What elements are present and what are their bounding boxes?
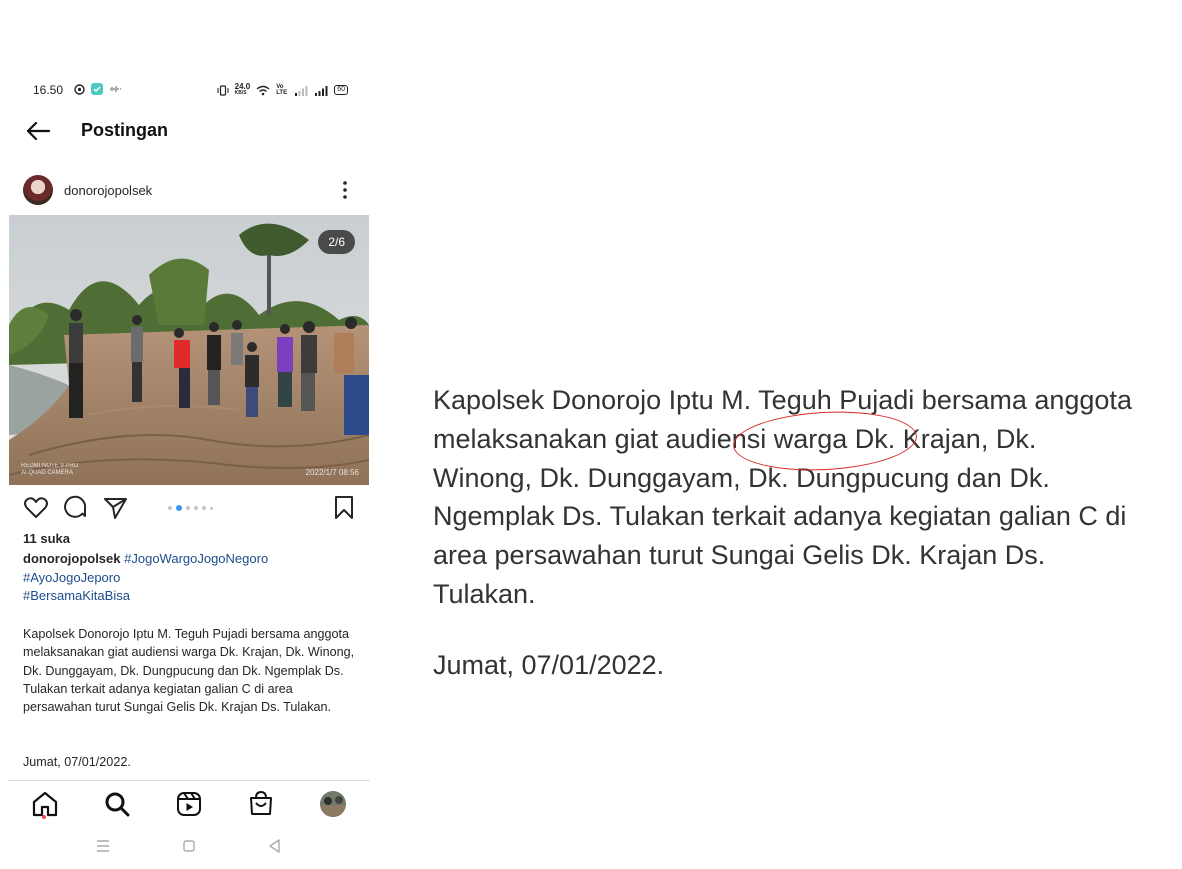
bottom-divider — [8, 780, 370, 781]
photo-timestamp: 2022/1/7 08:56 — [305, 468, 359, 477]
signal-icon-2 — [314, 85, 328, 96]
search-icon[interactable] — [102, 789, 132, 819]
carousel-dot — [210, 507, 213, 510]
profile-avatar-icon[interactable] — [318, 789, 348, 819]
caption-date: Jumat, 07/01/2022. — [23, 755, 131, 769]
carousel-dot — [194, 506, 198, 510]
menu-icon[interactable] — [93, 836, 113, 856]
avatar[interactable] — [23, 175, 53, 205]
carousel-indicator — [168, 505, 213, 511]
send-icon[interactable] — [102, 494, 130, 522]
net-speed — [235, 83, 251, 97]
heart-icon[interactable] — [22, 494, 50, 522]
watermark-line-2: AI QUAD CAMERA — [21, 470, 74, 476]
post-username[interactable]: donorojopolsek — [64, 183, 153, 198]
page-title: Postingan — [81, 120, 169, 140]
volte-label: Vo LTE — [276, 84, 288, 96]
hashtag-bersamakitabisa[interactable]: #BersamaKitaBisa — [23, 588, 130, 603]
battery-icon: 60 — [334, 85, 348, 95]
caption-username[interactable]: donorojopolsek — [23, 551, 121, 566]
watermark-line-1: REDMI NOTE 9 PRO — [21, 463, 79, 469]
zoomed-date: Jumat, 07/01/2022. — [433, 650, 665, 680]
reels-icon[interactable] — [174, 789, 204, 819]
status-bar — [8, 82, 370, 100]
net-speed-unit: KB/S — [234, 90, 247, 96]
zoomed-caption-after: warga Dk. Krajan, Dk. Winong, Dk. Dunggayam, Dk. Dungpucung dan Dk. Ngemplak Ds. Tulakan terkait adanya kegiatan galian C di area persawahan turut Sungai Gelis Dk. Krajan Ds. Tulakan. — [433, 423, 1127, 609]
post-header — [8, 173, 370, 209]
comment-icon[interactable] — [61, 494, 89, 522]
app-bar — [8, 116, 370, 146]
carousel-dot — [202, 506, 206, 510]
hashtag-jogowargojogonegoro[interactable]: #JogoWargoJogoNegoro — [124, 551, 269, 566]
carousel-dot-active — [176, 505, 182, 511]
signal-icon-1 — [294, 85, 308, 96]
image-counter-badge: 2/6 — [318, 230, 355, 254]
carousel-dot — [186, 506, 190, 510]
status-time: 16.50 — [33, 83, 64, 97]
wifi-icon — [256, 85, 270, 96]
messenger-app-icon — [91, 83, 103, 95]
post-photo — [9, 215, 369, 485]
zoomed-highlight: giat audiensi — [614, 423, 767, 454]
camera-watermark — [21, 463, 78, 477]
status-right-icons — [217, 83, 348, 97]
system-nav-bar — [8, 836, 370, 856]
status-left-icons — [74, 83, 121, 95]
caption-text: Kapolsek Donorojo Iptu M. Teguh Pujadi bersama anggota melaksanakan giat audiensi warga Dk. Krajan, Dk. Winong, Dk. Dunggayam, Dk. Dungpucung dan Dk. Ngemplak Ds. Tulakan terkait adanya kegiatan galian C di area persawahan turut Sungai Gelis Dk. Krajan Ds. Tulakan. — [23, 627, 355, 715]
zoomed-caption — [433, 381, 1133, 614]
arrow-left-icon[interactable] — [24, 118, 52, 144]
bottom-nav — [8, 787, 370, 821]
like-count[interactable]: 11 suka — [23, 531, 70, 546]
bookmark-icon[interactable] — [330, 494, 358, 522]
caption-header — [23, 550, 358, 606]
home-square-icon[interactable] — [179, 836, 199, 856]
post-actions — [8, 494, 370, 522]
zoomed-caption-before: Kapolsek Donorojo Iptu M. Teguh Pujadi bersama anggota melaksanakan — [433, 385, 1132, 454]
phone-screen — [8, 70, 370, 869]
audio-icon — [109, 85, 121, 93]
back-triangle-icon[interactable] — [265, 836, 285, 856]
hashtag-ayojogojeporo[interactable]: #AyoJogoJeporo — [23, 569, 121, 585]
shop-icon[interactable] — [246, 789, 276, 819]
net-speed-value: 24.0 — [234, 82, 251, 91]
notification-dot — [42, 815, 46, 819]
notification-app-icon — [74, 84, 85, 95]
post-image[interactable] — [9, 215, 369, 485]
vibrate-icon — [217, 85, 229, 96]
more-vertical-icon[interactable] — [340, 179, 350, 201]
carousel-dot — [168, 506, 172, 510]
